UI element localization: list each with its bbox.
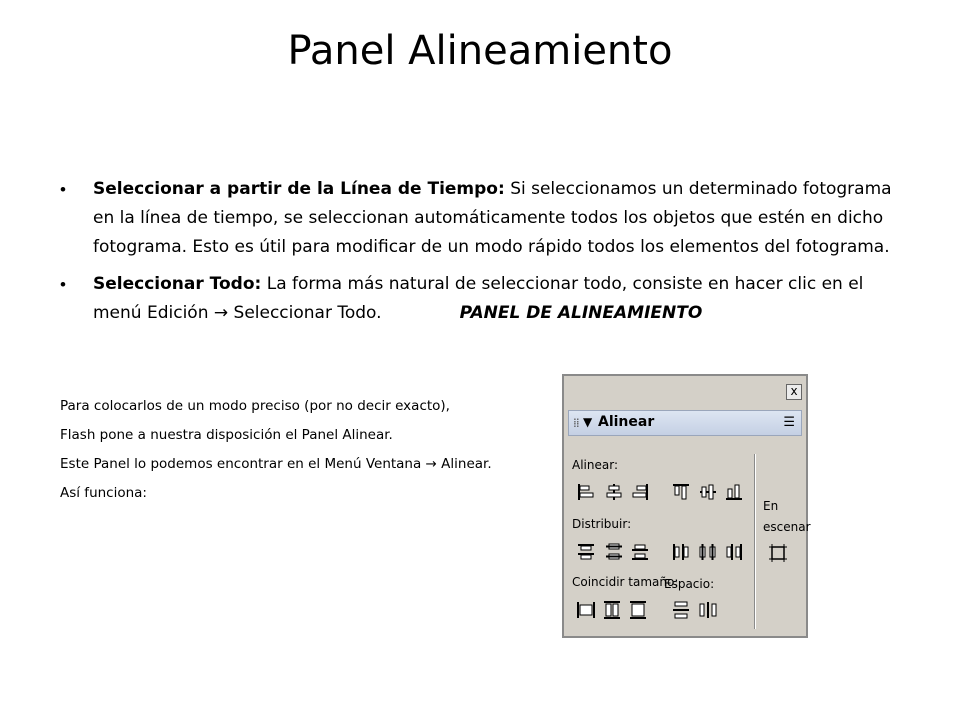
space-horizontal-icon[interactable] <box>698 600 718 620</box>
panel-title: Alinear <box>598 414 655 430</box>
align-horizontal-center-icon[interactable] <box>604 482 624 502</box>
bullet-dot-icon: • <box>60 275 66 294</box>
space-vertical-icon[interactable] <box>671 600 691 620</box>
description-paragraph <box>60 392 492 508</box>
panel-divider <box>754 454 755 629</box>
distribute-right-icon[interactable] <box>724 542 744 562</box>
distribute-horizontal-center-icon[interactable] <box>698 542 718 562</box>
bullet-item <box>60 270 906 328</box>
paragraph-line: Este Panel lo podemos encontrar en el Menú Ventana → Alinear. <box>60 456 492 472</box>
section-label-space: Espacio: <box>664 577 715 591</box>
bullet-list <box>60 175 906 336</box>
bullet-item <box>60 175 906 262</box>
match-width-height-icon[interactable] <box>628 600 648 620</box>
align-top-icon[interactable] <box>671 482 691 502</box>
bullet-text: Si seleccionamos un determinado fotograma en la línea de tiempo, se seleccionan automáticamente todos los objetos que estén en dicho fotograma. Esto es útil para modificar de un modo rápido todos los elementos del fotograma. <box>93 179 892 257</box>
match-width-icon[interactable] <box>576 600 596 620</box>
section-label-match-size: Coincidir tamaño: <box>572 575 679 589</box>
align-vertical-center-icon[interactable] <box>698 482 718 502</box>
panel-titlebar <box>564 376 806 406</box>
slide-title: Panel Alineamiento <box>287 28 673 74</box>
paragraph-line: Así funciona: <box>60 485 147 501</box>
align-right-icon[interactable] <box>630 482 650 502</box>
distribute-bottom-icon[interactable] <box>630 542 650 562</box>
distribute-left-icon[interactable] <box>671 542 691 562</box>
options-menu-icon[interactable]: ☰ <box>783 415 795 430</box>
distribute-top-icon[interactable] <box>576 542 596 562</box>
section-label-align: Alinear: <box>572 458 618 472</box>
panel-caption: PANEL DE ALINEAMIENTO <box>459 303 703 323</box>
section-label-distribute: Distribuir: <box>572 517 632 531</box>
bullet-dot-icon: • <box>60 180 66 199</box>
collapse-triangle-icon[interactable]: ▼ <box>583 415 593 429</box>
bullet-heading: Seleccionar a partir de la Línea de Tiempo: <box>93 179 505 199</box>
align-panel <box>562 374 811 638</box>
paragraph-line: Para colocarlos de un modo preciso (por no decir exacto), <box>60 398 450 414</box>
paragraph-line: Flash pone a nuestra disposición el Panel Alinear. <box>60 427 393 443</box>
panel-header[interactable] <box>568 410 802 436</box>
align-bottom-icon[interactable] <box>724 482 744 502</box>
bullet-heading: Seleccionar Todo: <box>93 274 262 294</box>
close-button[interactable]: x <box>786 384 802 400</box>
bullet-text: La forma más natural de seleccionar todo, consiste en hacer clic en el menú Edición → Seleccionar Todo. <box>93 274 864 323</box>
align-left-icon[interactable] <box>576 482 596 502</box>
stage-label-line: En <box>763 499 779 513</box>
to-stage-icon[interactable] <box>768 543 788 563</box>
distribute-vertical-center-icon[interactable] <box>604 542 624 562</box>
match-height-icon[interactable] <box>602 600 622 620</box>
stage-label-line: escenar <box>763 520 811 534</box>
grip-icon[interactable]: ⁞⁞ <box>573 416 579 430</box>
stage-label <box>763 496 811 538</box>
